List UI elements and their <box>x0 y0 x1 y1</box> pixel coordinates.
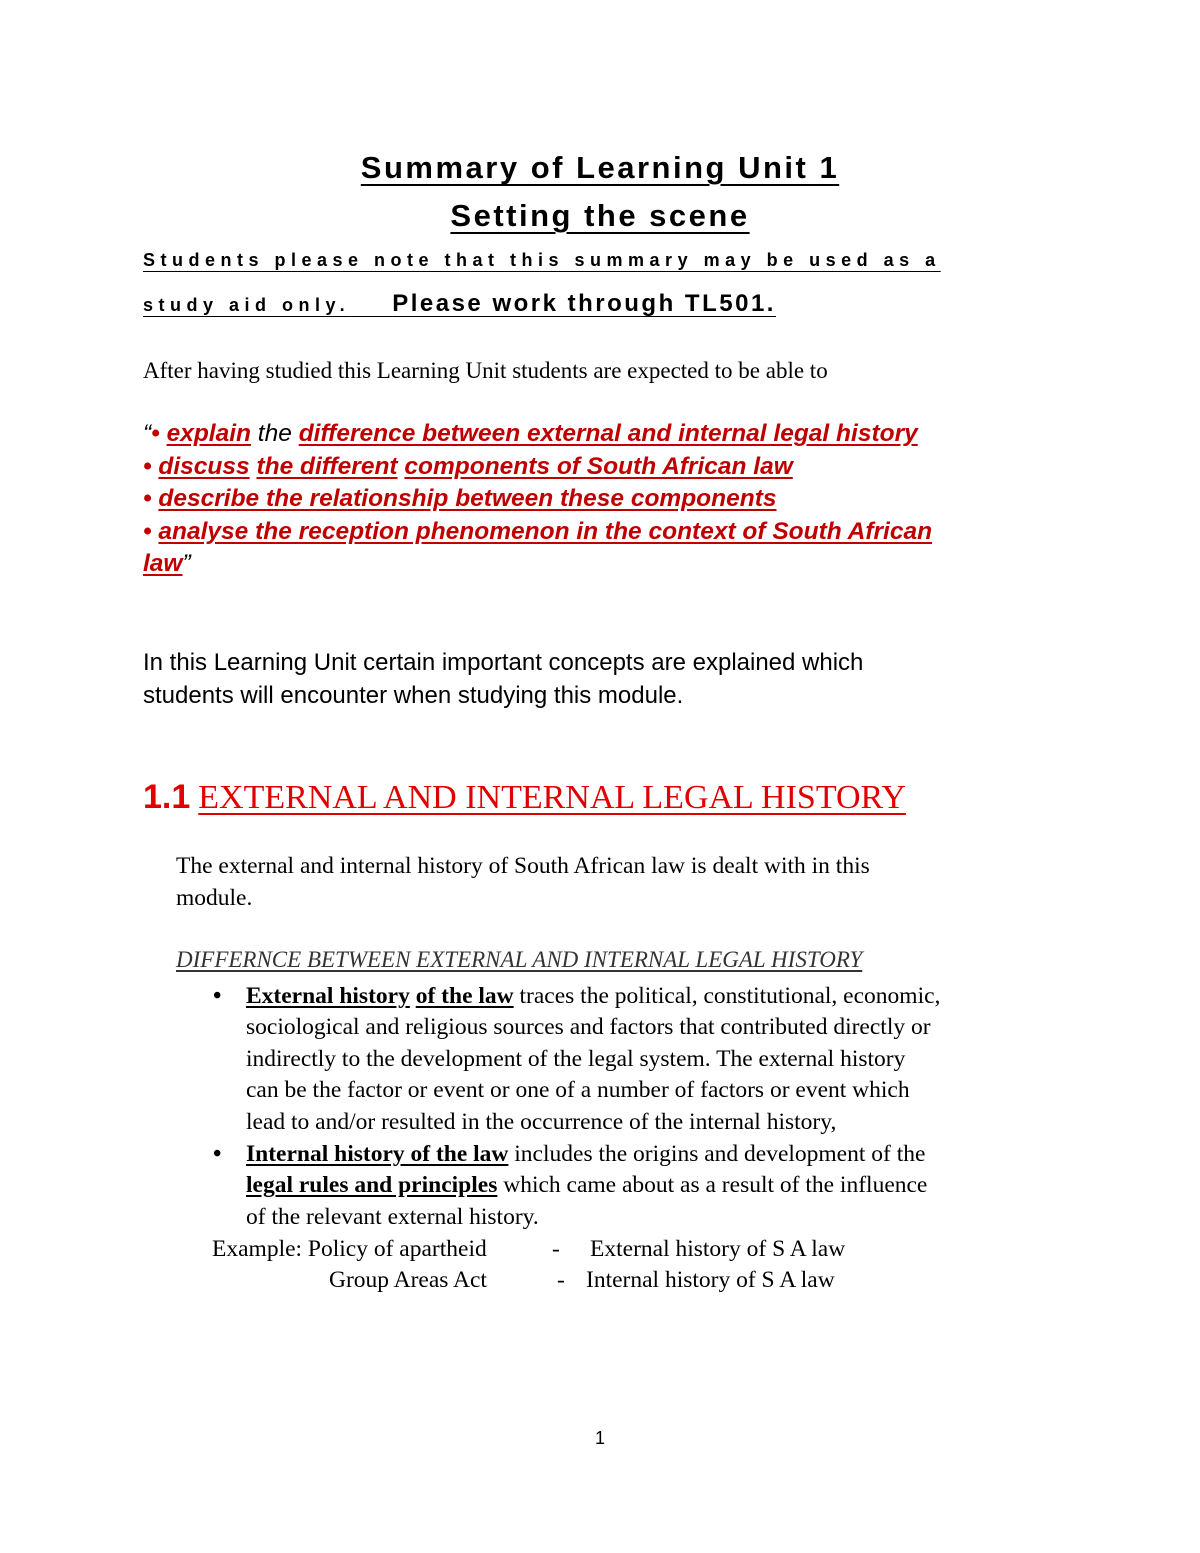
section-heading <box>143 778 906 817</box>
close-quote: ” <box>182 550 191 577</box>
section-title: EXTERNAL AND INTERNAL LEGAL HISTORY <box>198 779 906 816</box>
concepts-paragraph: In this Learning Unit certain important concepts are explained which students will encounter when studying this module. <box>143 649 864 709</box>
outcome-item-cont <box>143 548 932 581</box>
internal-history-term: Internal history of the law <box>246 1141 509 1167</box>
example-label: Example: Policy of apartheid <box>212 1236 487 1262</box>
outcome-1-text: difference between external and internal legal history <box>298 420 918 447</box>
bullet-mark: • <box>143 517 152 545</box>
bullet-icon: • <box>213 1141 222 1167</box>
page-number: 1 <box>594 1428 605 1448</box>
subheading: DIFFERNCE BETWEEN EXTERNAL AND INTERNAL LEGAL HISTORY <box>176 947 863 972</box>
section-number: 1.1 <box>143 778 191 816</box>
outcome-2-mid: the different <box>256 452 398 480</box>
outcome-4-text-cont: law <box>143 550 183 577</box>
outcome-1-verb: explain <box>166 420 251 447</box>
legal-rules-term: legal rules and principles <box>246 1172 498 1199</box>
external-history-bullet: External history of the law traces the political, constitutional, economic, sociological and religious sources and factors that contributed directly or indirectly to the development of the legal system. The external history can be the factor or event or one of a number of factors or event which lead to and/or resulted in the occurrence of the internal history, <box>246 983 941 1135</box>
bullet-mark: • <box>143 452 152 480</box>
example-dash: - <box>552 1236 560 1262</box>
study-note-big: Please work through TL501. <box>392 290 776 317</box>
study-note-small: study aid only. <box>143 295 351 315</box>
outcome-item <box>143 418 932 451</box>
title-line-1: Summary of Learning Unit 1 <box>360 150 840 185</box>
outcome-item <box>143 483 932 516</box>
bullet-icon: • <box>213 983 222 1009</box>
study-note-line-1: Students please note that this summary may be used as a <box>143 250 941 270</box>
example-value-1: External history of S A law <box>590 1236 846 1262</box>
section-body: The external and internal history of South African law is dealt with in this module. <box>176 853 870 911</box>
example-value-2: Internal history of S A law <box>586 1267 835 1293</box>
outcome-item <box>143 516 932 549</box>
title-line-2: Setting the scene <box>450 198 750 233</box>
example-dash: - <box>557 1267 565 1293</box>
outcome-3-text: describe the relationship between these components <box>158 485 777 512</box>
outcome-2-text: components of South African law <box>404 452 793 480</box>
open-quote: “ <box>143 420 152 447</box>
bullet-mark: • <box>151 420 160 447</box>
bullet-mark: • <box>143 485 152 512</box>
example-item-2: Group Areas Act <box>329 1267 487 1293</box>
external-history-term: External history <box>246 983 410 1009</box>
outcome-1-mid: the <box>251 420 299 447</box>
intro-text: After having studied this Learning Unit students are expected to be able to <box>143 358 828 383</box>
study-note-line-2 <box>143 290 776 318</box>
learning-outcomes <box>143 418 932 581</box>
internal-history-bullet: Internal history of the law includes the origins and development of the legal rules and principles which came about as a result of the influence of the relevant external history. <box>246 1141 928 1230</box>
outcome-item <box>143 451 932 484</box>
outcome-4-text: analyse the reception phenomenon in the context of South African <box>158 517 933 545</box>
outcome-2-verb: discuss <box>158 452 250 480</box>
